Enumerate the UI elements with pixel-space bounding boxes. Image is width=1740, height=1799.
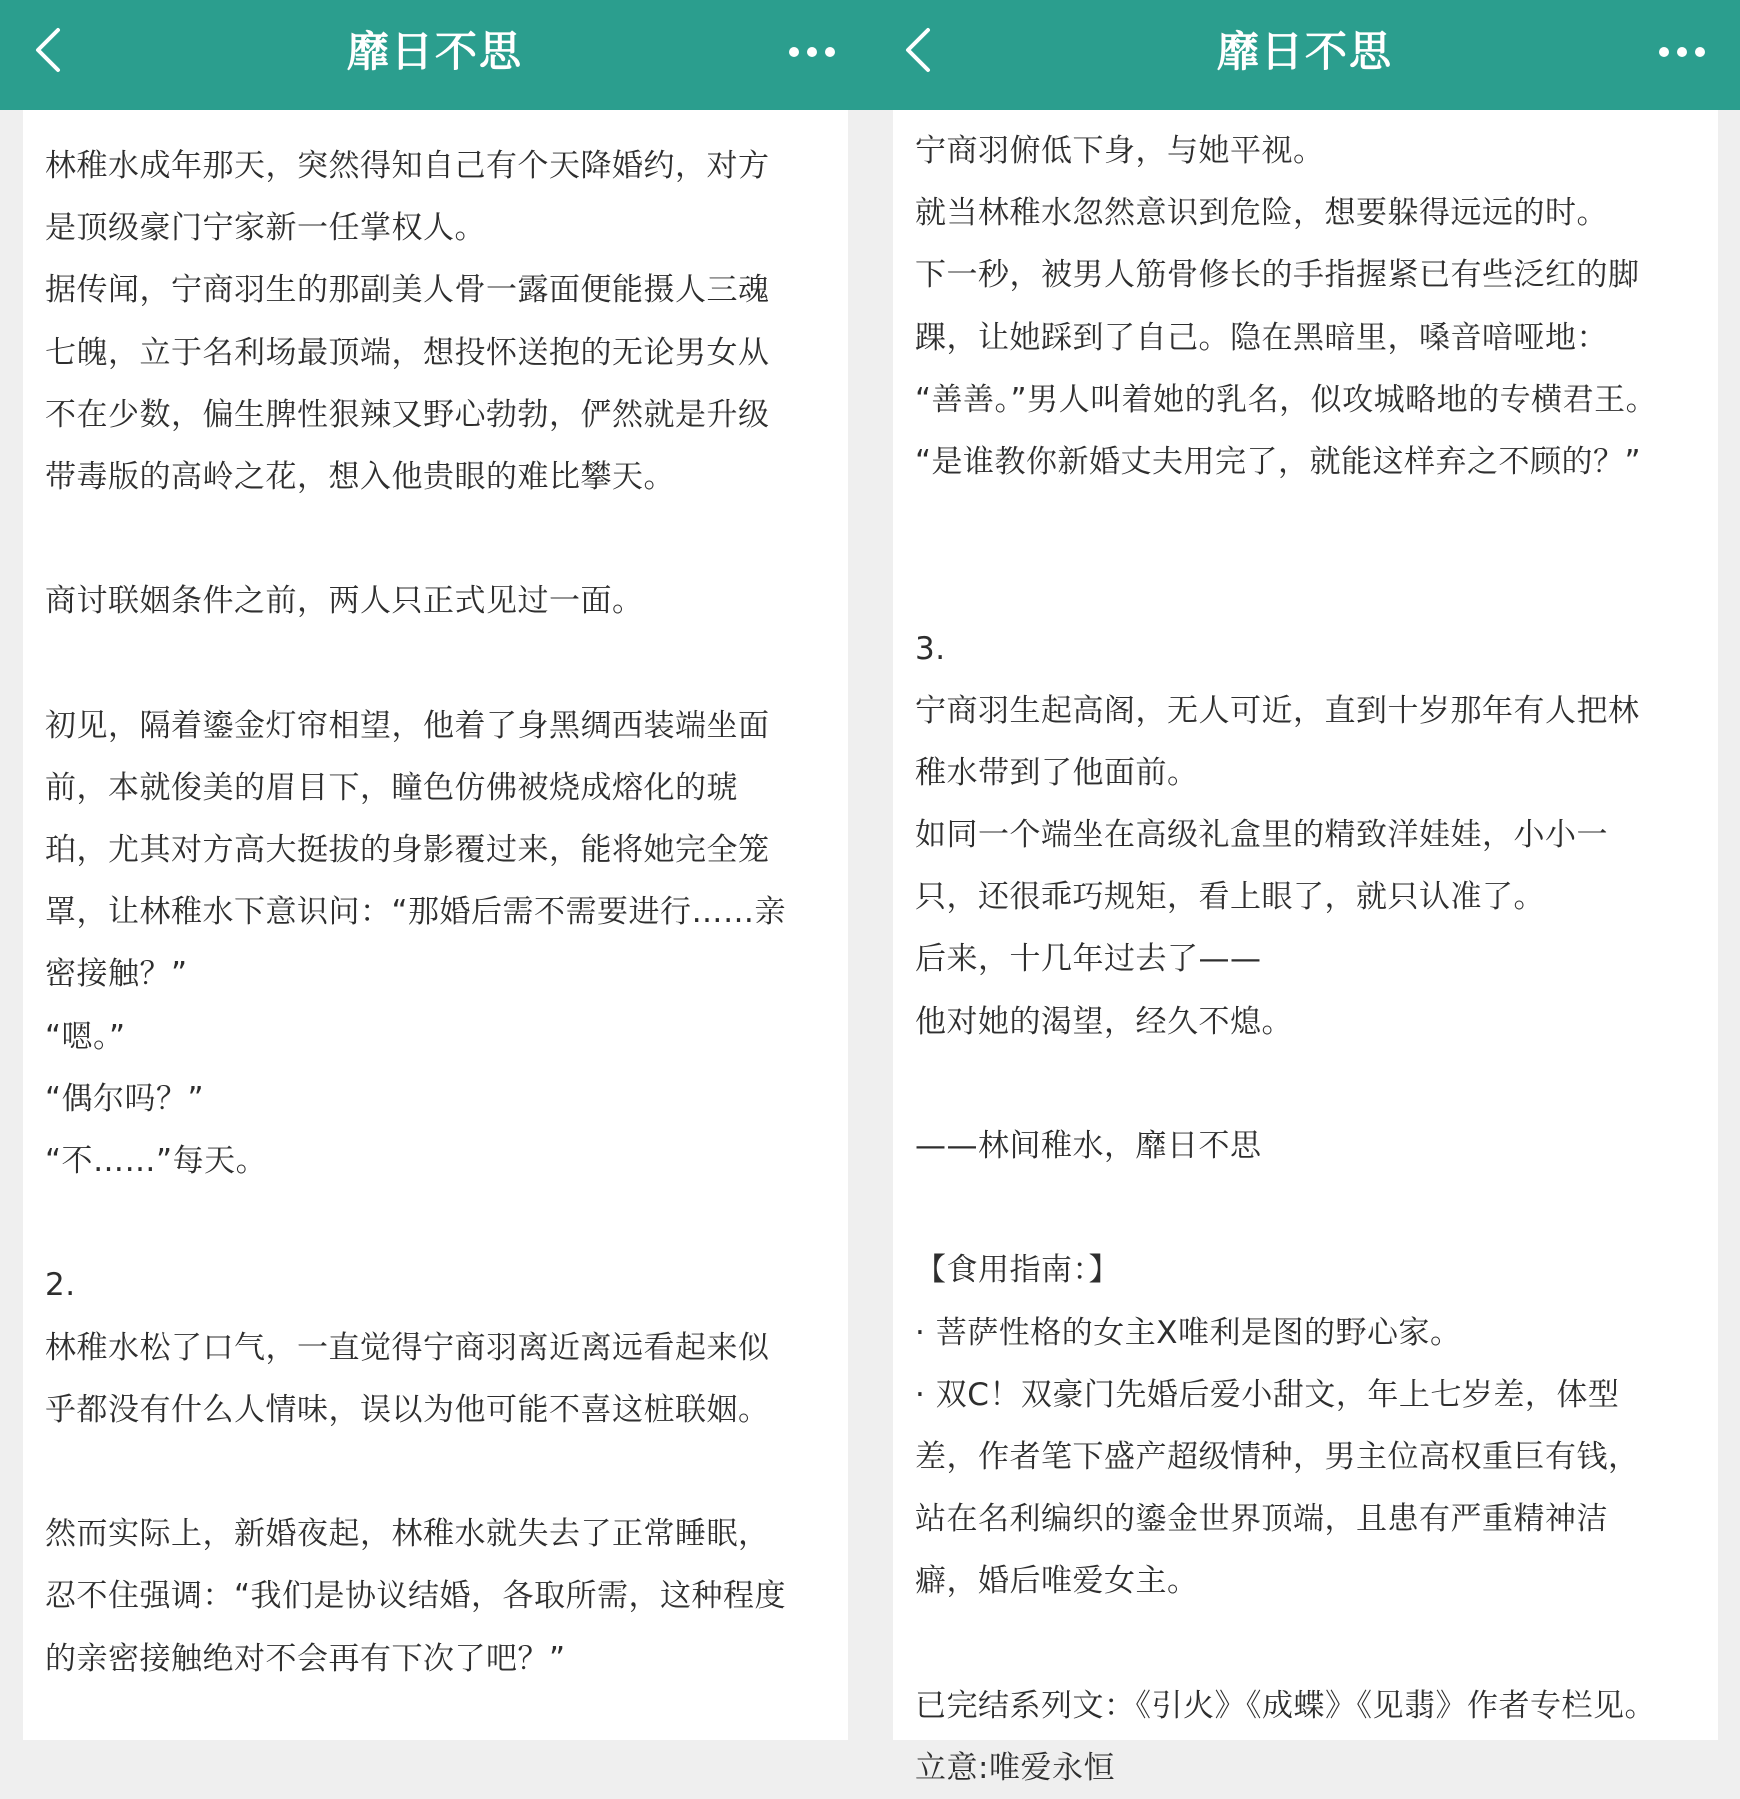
text-line: 宁商羽生起高阁，无人可近，直到十岁那年有人把林 (915, 692, 1640, 729)
text-line: ——林间稚水，靡日不思 (915, 1128, 1262, 1164)
text-line: “嗯。” (45, 1018, 126, 1055)
more-dots-icon (1648, 34, 1718, 70)
blank-line (915, 1177, 1700, 1239)
blank-line (45, 508, 830, 570)
left-screen (0, 0, 870, 1740)
text-line: 商讨联姻条件之前，两人只正式见过一面。 (45, 583, 644, 620)
text-line: 珀，尤其对方高大挺拔的身影覆过来，能将她完全笼 (45, 832, 770, 869)
text-line: 已完结系列文：《引火》《成蝶》《见翡》作者专栏见。 (915, 1687, 1656, 1724)
blank-line (45, 1441, 830, 1503)
more-dots-icon (778, 34, 848, 70)
page-title: 靡日不思 (1216, 27, 1393, 76)
text-line: 2. (45, 1267, 76, 1304)
text-line: 宁商羽俯低下身，与她平视。 (915, 133, 1325, 169)
text-line: 初见，隔着鎏金灯帘相望，他着了身黑绸西装端坐面 (45, 707, 770, 744)
text-line: 的亲密接触绝对不会再有下次了吧？” (45, 1640, 566, 1677)
right-screen (870, 0, 1740, 1786)
text-line: “善善。”男人叫着她的乳名，似攻城略地的专横君王。 (915, 381, 1658, 418)
text-line: 乎都没有什么人情味，误以为他可能不喜这桩联姻。 (45, 1391, 770, 1428)
text-line: 立意:唯爱永恒 (915, 1749, 1115, 1786)
text-line: 差，作者笔下盛产超级情种，男主位高权重巨有钱， (915, 1438, 1640, 1475)
text-line: 就当林稚水忽然意识到危险，想要躲得远远的时。 (915, 195, 1608, 232)
text-line: 林稚水松了口气，一直觉得宁商羽离近离远看起来似 (45, 1329, 770, 1366)
article-content (23, 110, 848, 1740)
text-line: 【食用指南：】 (915, 1252, 1120, 1289)
text-line: 密接触？” (45, 956, 188, 993)
text-line: 罩，让林稚水下意识问：“那婚后需不需要进行……亲 (45, 894, 787, 931)
text-line: 只，还很乖巧规矩，看上眼了，就只认准了。 (915, 879, 1545, 916)
text-lines (915, 120, 1700, 1799)
text-line: 前，本就俊美的眉目下，瞳色仿佛被烧成熔化的琥 (45, 769, 738, 806)
article-content (893, 110, 1718, 1786)
text-line: 忍不住强调：“我们是协议结婚，各取所需，这种程度 (45, 1578, 787, 1615)
text-line: 带毒版的高岭之花，想入他贵眼的难比攀天。 (45, 458, 675, 495)
text-line: 下一秒，被男人筋骨修长的手指握紧已有些泛红的脚 (915, 257, 1640, 294)
more-button[interactable] (1648, 34, 1718, 70)
text-line: · 菩萨性格的女主X唯利是图的野心家。 (915, 1314, 1462, 1351)
more-button[interactable] (778, 34, 848, 70)
text-line: · 双C！双豪门先婚后爱小甜文，年上七岁差，体型 (915, 1376, 1620, 1413)
text-line: 七魄，立于名利场最顶端，想投怀送抱的无论男女从 (45, 334, 770, 371)
text-line: “是谁教你新婚丈夫用完了，就能这样弃之不顾的？” (915, 443, 1642, 480)
text-line: 不在少数，偏生脾性狠辣又野心勃勃，俨然就是升级 (45, 396, 770, 433)
text-line: 如同一个端坐在高级礼盒里的精致洋娃娃，小小一 (915, 817, 1608, 854)
page-title: 靡日不思 (346, 27, 523, 76)
text-line: 他对她的渴望，经久不熄。 (915, 1003, 1293, 1040)
text-lines (45, 135, 830, 1690)
text-line: 站在名利编织的鎏金世界顶端，且患有严重精神洁 (915, 1501, 1608, 1538)
top-bar (870, 0, 1740, 110)
top-bar (0, 0, 870, 110)
text-line: 后来，十几年过去了—— (915, 941, 1262, 978)
blank-line (915, 555, 1700, 617)
text-line: 林稚水成年那天，突然得知自己有个天降婚约，对方 (45, 148, 770, 184)
text-line: 稚水带到了他面前。 (915, 754, 1199, 791)
text-line: 3. (915, 630, 946, 667)
blank-line (915, 1613, 1700, 1675)
blank-line (45, 1192, 830, 1254)
text-line: “不……”每天。 (45, 1143, 268, 1179)
text-line: 然而实际上，新婚夜起，林稚水就失去了正常睡眠， (45, 1516, 770, 1553)
blank-line (915, 1053, 1700, 1115)
text-line: 据传闻，宁商羽生的那副美人骨一露面便能摄人三魂 (45, 272, 770, 309)
text-line: 癖，婚后唯爱女主。 (915, 1563, 1199, 1600)
text-line: “偶尔吗？” (45, 1080, 205, 1117)
blank-line (915, 493, 1700, 555)
text-line: 踝，让她踩到了自己。隐在黑暗里，嗓音喑哑地： (915, 319, 1608, 356)
blank-line (45, 633, 830, 695)
text-line: 是顶级豪门宁家新一任掌权人。 (45, 210, 486, 247)
